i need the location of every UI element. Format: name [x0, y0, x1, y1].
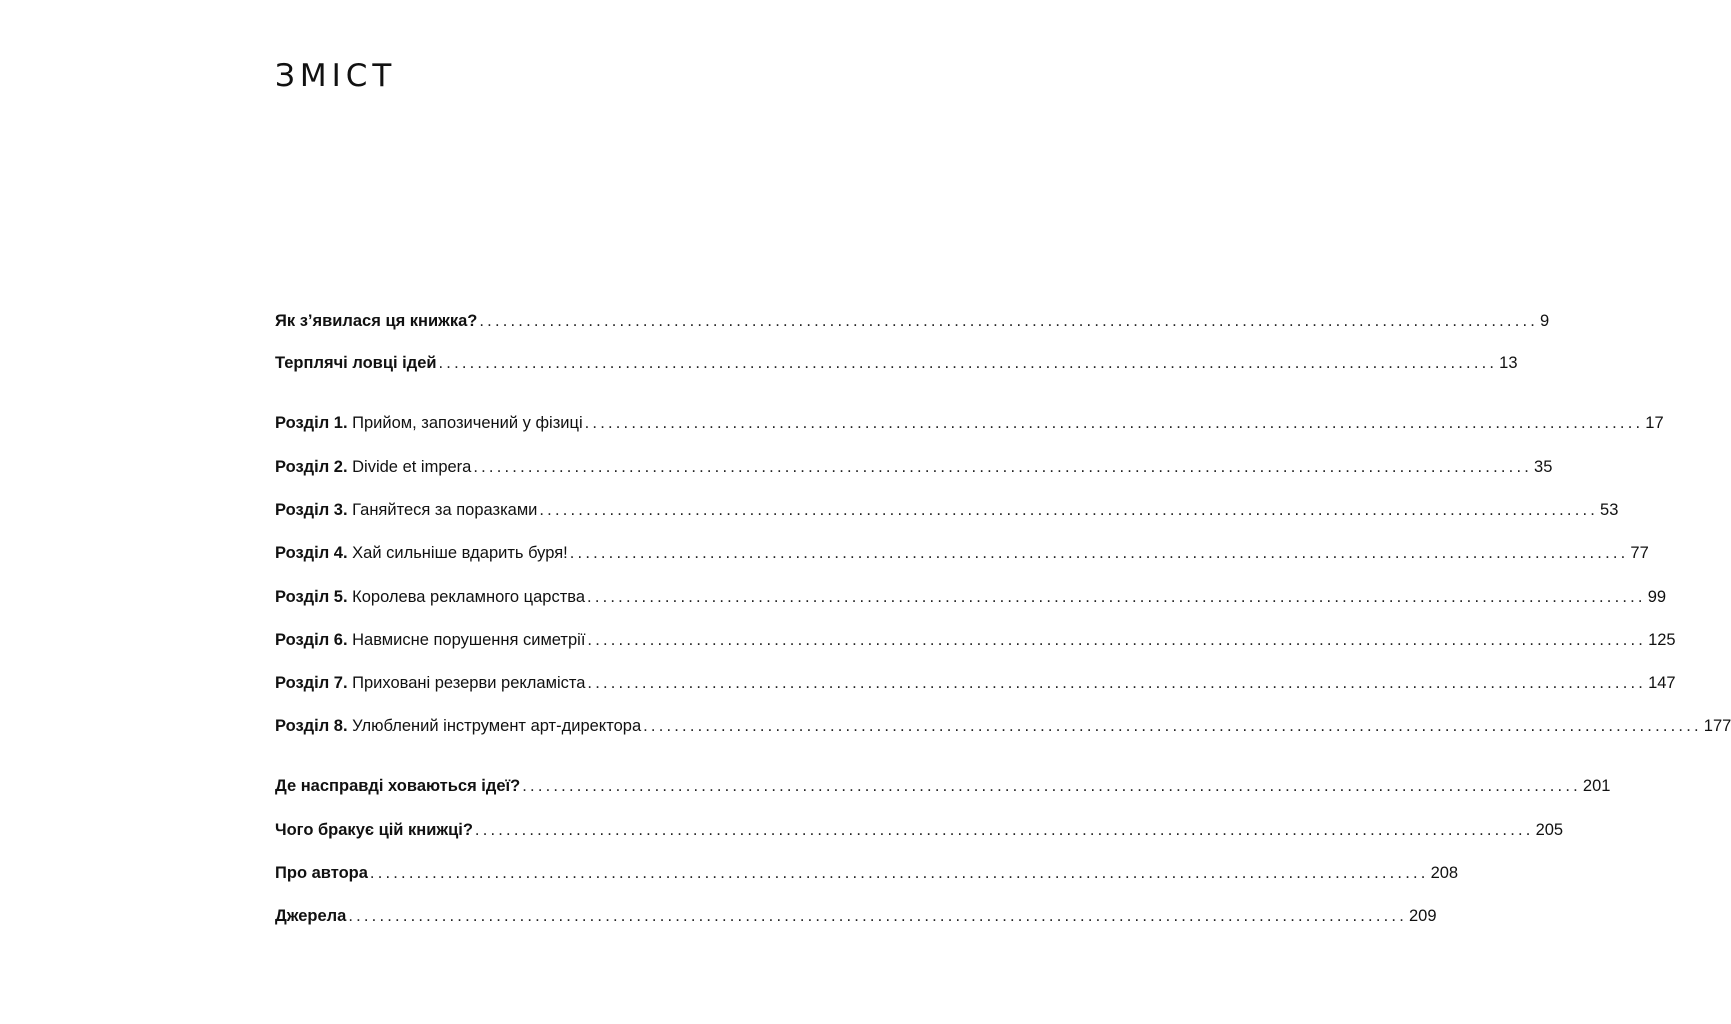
toc-page-number: 208 — [1430, 864, 1459, 882]
toc-chapter-title: Приховані резерви рекламіста — [347, 674, 586, 692]
toc-page-number: 99 — [1647, 588, 1667, 606]
toc-leader-dots: ........................................................................................................................................ — [473, 458, 1533, 476]
toc-page-number: 209 — [1408, 907, 1437, 925]
toc-entry-where-ideas-hide — [275, 774, 1611, 798]
toc-entry-idea-catchers — [275, 351, 1518, 375]
toc-page-number: 205 — [1535, 821, 1564, 839]
toc-entry-label — [275, 411, 583, 435]
toc-leader-dots: ........................................................................................................................................ — [369, 864, 1429, 882]
toc-leader-dots: ........................................................................................................................................ — [522, 777, 1581, 795]
toc-entry-sources — [275, 904, 1437, 928]
toc-chapter-title: Ганяйтеся за поразками — [347, 501, 538, 519]
toc-chapter-number: Розділ 5. — [275, 588, 348, 606]
toc-chapter-number: Розділ 1. — [275, 414, 348, 432]
toc-entry-title: Терплячі ловці ідей — [275, 354, 437, 372]
toc-chapter-title: Улюблений інструмент арт-директора — [347, 717, 642, 735]
toc-entry-title: Де насправді ховаються ідеї? — [275, 777, 521, 795]
toc-page-number: 201 — [1582, 777, 1611, 795]
toc-entry-label — [275, 861, 368, 885]
toc-entry-title: Про автора — [275, 864, 368, 882]
toc-page-number: 125 — [1648, 631, 1676, 649]
toc-entry-chapter-2 — [275, 455, 1553, 479]
toc-leader-dots: ........................................................................................................................................ — [584, 414, 1644, 432]
toc-entry-label — [275, 351, 437, 375]
toc-entry-title: Джерела — [275, 907, 347, 925]
toc-chapter-number: Розділ 7. — [275, 674, 348, 692]
toc-page-number: 177 — [1703, 717, 1731, 735]
toc-entry-label — [275, 309, 477, 333]
toc-entry-label — [275, 904, 346, 928]
toc-page-number: 35 — [1534, 458, 1553, 476]
toc-chapter-number: Розділ 8. — [275, 717, 348, 735]
toc-entry-label — [275, 585, 585, 609]
toc-entry-label — [275, 455, 471, 479]
toc-entry-title: Чого бракує цій книжці? — [275, 821, 473, 839]
toc-entry-chapter-3 — [275, 498, 1619, 522]
toc-entry-label — [275, 818, 473, 842]
toc-leader-dots: ........................................................................................................................................ — [569, 544, 1629, 562]
toc-page-number: 147 — [1648, 674, 1676, 692]
toc-entry-chapter-5 — [275, 585, 1667, 609]
toc-chapter-title: Хай сильніше вдарить буря! — [347, 544, 568, 562]
toc-leader-dots: ........................................................................................................................................ — [438, 354, 1498, 372]
toc-leader-dots: ........................................................................................................................................ — [587, 588, 1646, 606]
toc-leader-dots: ........................................................................................................................................ — [539, 501, 1599, 519]
toc-entry-label — [275, 671, 585, 695]
toc-chapter-title: Королева рекламного царства — [347, 588, 586, 606]
toc-entry-title: Як з’явилася ця книжка? — [275, 312, 478, 330]
toc-entry-label — [275, 714, 641, 738]
toc-page-number: 17 — [1645, 414, 1664, 432]
toc-page-number: 53 — [1600, 501, 1619, 519]
toc-chapter-number: Розділ 4. — [275, 544, 348, 562]
toc-entry-about-author — [275, 861, 1459, 885]
toc-entry-label — [275, 541, 568, 565]
toc-page-number: 77 — [1630, 544, 1649, 562]
toc-entry-intro — [275, 309, 1550, 333]
toc-leader-dots: ........................................................................................................................................ — [587, 674, 1647, 692]
page-title: ЗМІСТ — [275, 58, 397, 94]
toc-entry-chapter-4 — [275, 541, 1649, 565]
toc-entry-what-is-missing — [275, 818, 1564, 842]
toc-chapter-number: Розділ 6. — [275, 631, 348, 649]
toc-entry-chapter-6 — [275, 628, 1676, 652]
toc-entry-chapter-7 — [275, 671, 1676, 695]
toc-chapter-title: Divide et impera — [347, 458, 472, 476]
toc-chapter-title: Прийом, запозичений у фізиці — [347, 414, 583, 432]
toc-entry-label — [275, 628, 585, 652]
toc-leader-dots: ........................................................................................................................................ — [643, 717, 1702, 735]
toc-entry-label — [275, 498, 537, 522]
toc-page-number: 13 — [1499, 354, 1518, 372]
toc-chapter-title: Навмисне порушення симетрії — [347, 631, 586, 649]
toc-chapter-number: Розділ 2. — [275, 458, 348, 476]
toc-leader-dots: ........................................................................................................................................ — [348, 907, 1407, 925]
toc-entry-chapter-8 — [275, 714, 1731, 738]
toc-entry-label — [275, 774, 520, 798]
toc-leader-dots: ........................................................................................................................................ — [474, 821, 1534, 839]
toc-entry-chapter-1 — [275, 411, 1664, 435]
toc-leader-dots: ........................................................................................................................................ — [479, 312, 1539, 330]
toc-page-number: 9 — [1540, 312, 1550, 330]
toc-leader-dots: ........................................................................................................................................ — [587, 631, 1647, 649]
toc-chapter-number: Розділ 3. — [275, 501, 348, 519]
